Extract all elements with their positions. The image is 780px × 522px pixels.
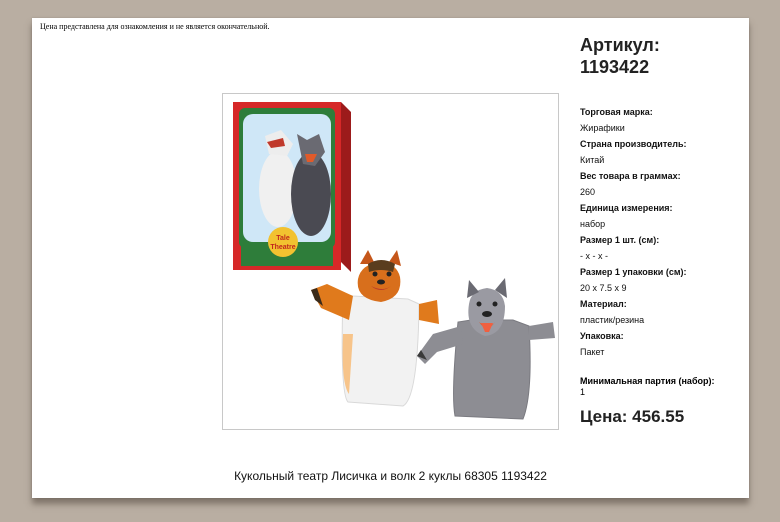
spec-label: Упаковка: xyxy=(580,331,624,341)
wolf-puppet xyxy=(417,278,555,419)
svg-text:Theatre: Theatre xyxy=(270,244,296,251)
spec-label: Вес товара в граммах: xyxy=(580,171,681,181)
min-batch xyxy=(580,376,715,398)
product-caption: Кукольный театр Лисичка и волк 2 куклы 68305 1193422 xyxy=(234,469,547,483)
puppet-theatre-illustration xyxy=(223,94,558,429)
specs-list xyxy=(580,104,745,360)
spec-value: 260 xyxy=(580,187,596,197)
box-logo-text: Tale xyxy=(276,235,290,242)
spec-label: Размер 1 шт. (см): xyxy=(580,235,660,245)
spec-value: - x - x - xyxy=(580,251,608,261)
product-sheet xyxy=(32,18,749,498)
spec-label: Размер 1 упаковки (см): xyxy=(580,267,687,277)
spec-value: Пакет xyxy=(580,347,605,357)
article-number: 1193422 xyxy=(580,57,650,77)
min-batch-value: 1 xyxy=(580,387,586,397)
product-photo xyxy=(222,93,559,430)
article-block xyxy=(580,34,740,78)
fox-puppet xyxy=(311,250,439,406)
spec-label: Торговая марка: xyxy=(580,107,653,117)
spec-value: набор xyxy=(580,219,606,229)
spec-label: Единица измерения: xyxy=(580,203,673,213)
min-batch-label: Минимальная партия (набор): xyxy=(580,376,715,386)
spec-label: Материал: xyxy=(580,299,627,309)
spec-label: Страна производитель: xyxy=(580,139,687,149)
spec-value: Жирафики xyxy=(580,123,625,133)
price: Цена: 456.55 xyxy=(580,407,685,426)
spec-value: пластик/резина xyxy=(580,315,645,325)
price-disclaimer: Цена представлена для ознакомления и не является окончательной. xyxy=(40,22,270,31)
spec-value: Китай xyxy=(580,155,605,165)
product-box xyxy=(233,102,351,272)
article-label: Артикул: xyxy=(580,35,660,55)
spec-value: 20 x 7.5 x 9 xyxy=(580,283,627,293)
